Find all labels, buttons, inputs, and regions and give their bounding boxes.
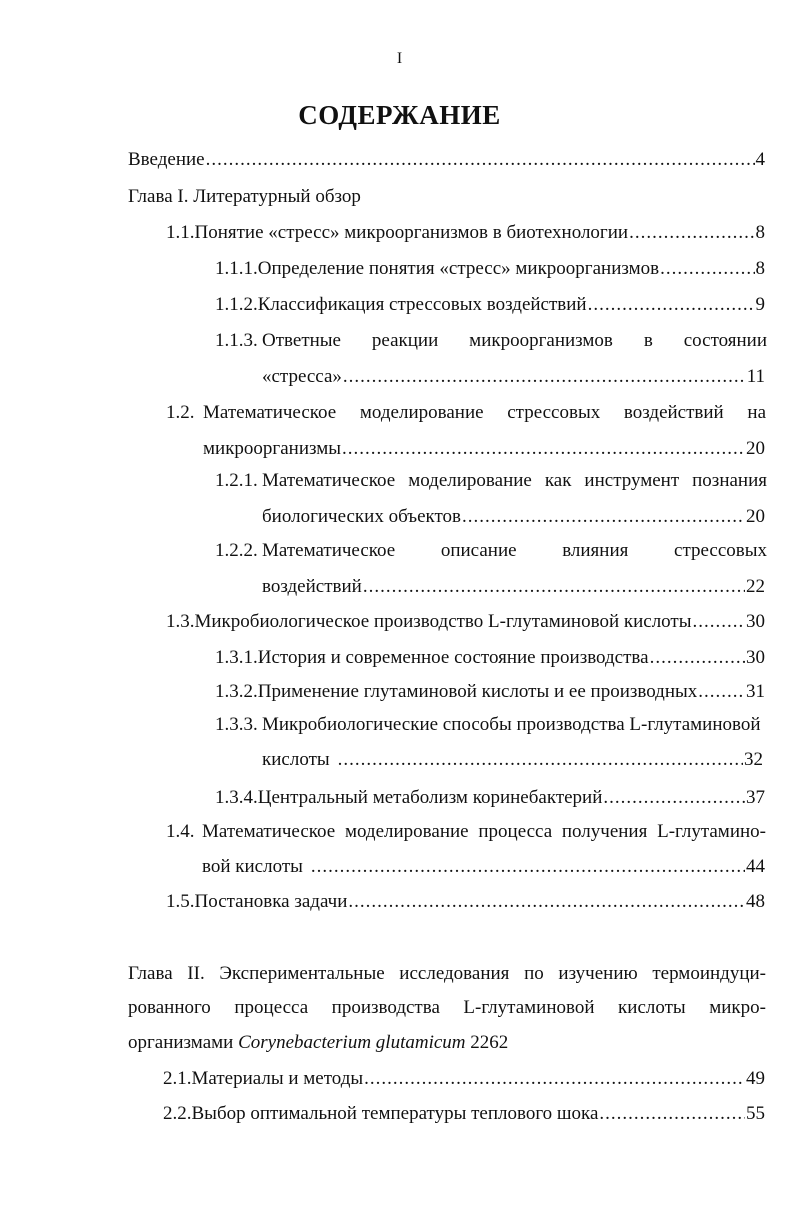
toc-entry-1-1-1[interactable]: [215, 257, 765, 281]
toc-entry-1-1-3-cont[interactable]: [262, 365, 765, 389]
chapter-2-text: организмами: [128, 1032, 234, 1053]
toc-entry-page: 8: [755, 222, 765, 243]
toc-chapter-2-line-3[interactable]: [128, 1031, 508, 1055]
leader-dots: [650, 646, 745, 670]
toc-entry-num: 2.2.: [163, 1103, 192, 1124]
toc-entry-1-1-3[interactable]: [215, 329, 767, 353]
toc-entry-text: «стресса»: [262, 366, 342, 387]
toc-chapter-2-line-2[interactable]: рованного процесса производства L-глутаминовой кислоты микро-: [128, 997, 766, 1018]
toc-entry-1-3[interactable]: [166, 610, 765, 634]
toc-entry-num: 1.5.: [166, 891, 195, 912]
toc-entry-text: Определение понятия «стресс» микроорганизмов: [257, 258, 660, 279]
toc-entry-page: 48: [746, 891, 765, 912]
toc-entry-text: Математическое описание влияния стрессовых: [262, 540, 767, 561]
toc-entry-1-1[interactable]: [166, 221, 765, 245]
toc-entry-num: 1.2.1.: [215, 470, 258, 491]
leader-dots: [629, 221, 754, 245]
toc-entry-page: 22: [746, 576, 765, 597]
leader-dots: [363, 575, 745, 599]
toc-entry-1-5[interactable]: [166, 890, 765, 914]
leader-dots: [588, 293, 755, 317]
toc-entry-text: Применение глутаминовой кислоты и ее производных: [257, 681, 698, 702]
toc-entry-1-3-2[interactable]: [215, 680, 765, 704]
toc-entry-num: 1.1.3.: [215, 330, 258, 351]
toc-entry-num: 1.2.2.: [215, 540, 258, 561]
strain-number: 2262: [470, 1032, 509, 1053]
toc-entry-text: вой кислоты: [202, 856, 303, 877]
toc-entry-text: Математическое моделирование стрессовых воздействий на: [203, 402, 766, 423]
toc-entry-page: 20: [746, 438, 765, 459]
toc-entry-num: 1.1.2.: [215, 294, 258, 315]
leader-dots: [348, 890, 745, 914]
leader-dots: [660, 257, 754, 281]
toc-entry-1-2-cont[interactable]: [203, 437, 765, 461]
toc-entry-num: 1.1.: [166, 222, 195, 243]
toc-entry-num: 1.3.3.: [215, 714, 258, 735]
leader-dots: [603, 786, 745, 810]
toc-entry-page: 8: [755, 258, 765, 279]
toc-entry-text: биологических объектов: [262, 506, 462, 527]
toc-entry-1-3-3-cont[interactable]: [262, 748, 763, 772]
toc-entry-2-2[interactable]: [163, 1102, 765, 1126]
toc-entry-page: 11: [746, 366, 765, 387]
toc-entry-num: 1.1.1.: [215, 258, 258, 279]
toc-entry-text: Выбор оптимальной температуры теплового шока: [191, 1103, 599, 1124]
toc-entry-page: 4: [755, 149, 765, 170]
toc-entry-1-2-2-cont[interactable]: [262, 575, 765, 599]
toc-chapter-1[interactable]: Глава I. Литературный обзор: [128, 186, 361, 207]
toc-entry-num: 1.3.: [166, 611, 195, 632]
toc-entry-page: 44: [746, 856, 765, 877]
toc-entry-page: 37: [746, 787, 765, 808]
organism-name: Corynebacterium glutamicum: [238, 1032, 471, 1053]
toc-entry-text: История и современное состояние производства: [257, 647, 649, 668]
leader-dots: [338, 748, 743, 772]
leader-dots: [693, 610, 746, 634]
toc-entry-page: 32: [744, 749, 763, 770]
toc-entry-text: Материалы и методы: [191, 1068, 364, 1089]
toc-entry-1-4-cont[interactable]: [202, 855, 765, 879]
toc-entry-intro[interactable]: [128, 148, 765, 172]
toc-entry-text: Постановка задачи: [194, 891, 348, 912]
toc-entry-2-1[interactable]: [163, 1067, 765, 1091]
toc-entry-num: 1.4.: [166, 821, 195, 842]
leader-dots: [698, 680, 745, 704]
toc-entry-1-3-3[interactable]: [215, 713, 767, 737]
toc-entry-page: 31: [746, 681, 765, 702]
toc-entry-page: 9: [755, 294, 765, 315]
toc-entry-num: 1.3.4.: [215, 787, 258, 808]
toc-entry-text: Центральный метаболизм коринебактерий: [257, 787, 603, 808]
leader-dots: [462, 505, 745, 529]
toc-entry-text: Введение: [128, 149, 205, 170]
toc-entry-text: Микробиологические способы производства L-глутаминовой: [262, 714, 761, 735]
leader-dots: [342, 437, 745, 461]
toc-entry-1-3-4[interactable]: [215, 786, 765, 810]
leader-dots: [206, 148, 755, 172]
toc-entry-page: 49: [746, 1068, 765, 1089]
leader-dots: [364, 1067, 745, 1091]
toc-entry-1-2-2[interactable]: [215, 539, 767, 563]
toc-entry-num: 2.1.: [163, 1068, 192, 1089]
toc-entry-page: 30: [746, 611, 765, 632]
leader-dots: [599, 1102, 745, 1126]
toc-entry-1-2-1-cont[interactable]: [262, 505, 765, 529]
leader-dots: [311, 855, 745, 879]
toc-entry-page: 20: [746, 506, 765, 527]
toc-entry-1-4[interactable]: [166, 820, 766, 844]
toc-entry-text: Классификация стрессовых воздействий: [257, 294, 587, 315]
toc-entry-text: микроорганизмы: [203, 438, 342, 459]
toc-entry-text: Микробиологическое производство L-глутаминовой кислоты: [194, 611, 692, 632]
toc-entry-num: 1.2.: [166, 402, 195, 423]
toc-entry-text: воздействий: [262, 576, 362, 597]
toc-entry-text: Математическое моделирование процесса получения L-глутамино-: [202, 821, 766, 842]
toc-entry-1-1-2[interactable]: [215, 293, 765, 317]
toc-chapter-2-line-1[interactable]: Глава II. Экспериментальные исследования по изучению термоиндуци-: [128, 963, 766, 984]
page-number: I: [396, 50, 403, 67]
page-title: СОДЕРЖАНИЕ: [298, 100, 501, 130]
toc-entry-page: 55: [746, 1103, 765, 1124]
toc-entry-text: Ответные реакции микроорганизмов в состоянии: [262, 330, 767, 351]
toc-entry-num: 1.3.2.: [215, 681, 258, 702]
toc-entry-1-2[interactable]: [166, 401, 766, 425]
toc-entry-text: Математическое моделирование как инструмент познания: [262, 470, 767, 491]
toc-entry-text: кислоты: [262, 749, 330, 770]
toc-entry-1-2-1[interactable]: [215, 469, 767, 493]
toc-entry-text: Понятие «стресс» микроорганизмов в биотехнологии: [194, 222, 629, 243]
toc-entry-page: 30: [746, 647, 765, 668]
toc-entry-1-3-1[interactable]: [215, 646, 765, 670]
leader-dots: [343, 365, 746, 389]
toc-entry-num: 1.3.1.: [215, 647, 258, 668]
